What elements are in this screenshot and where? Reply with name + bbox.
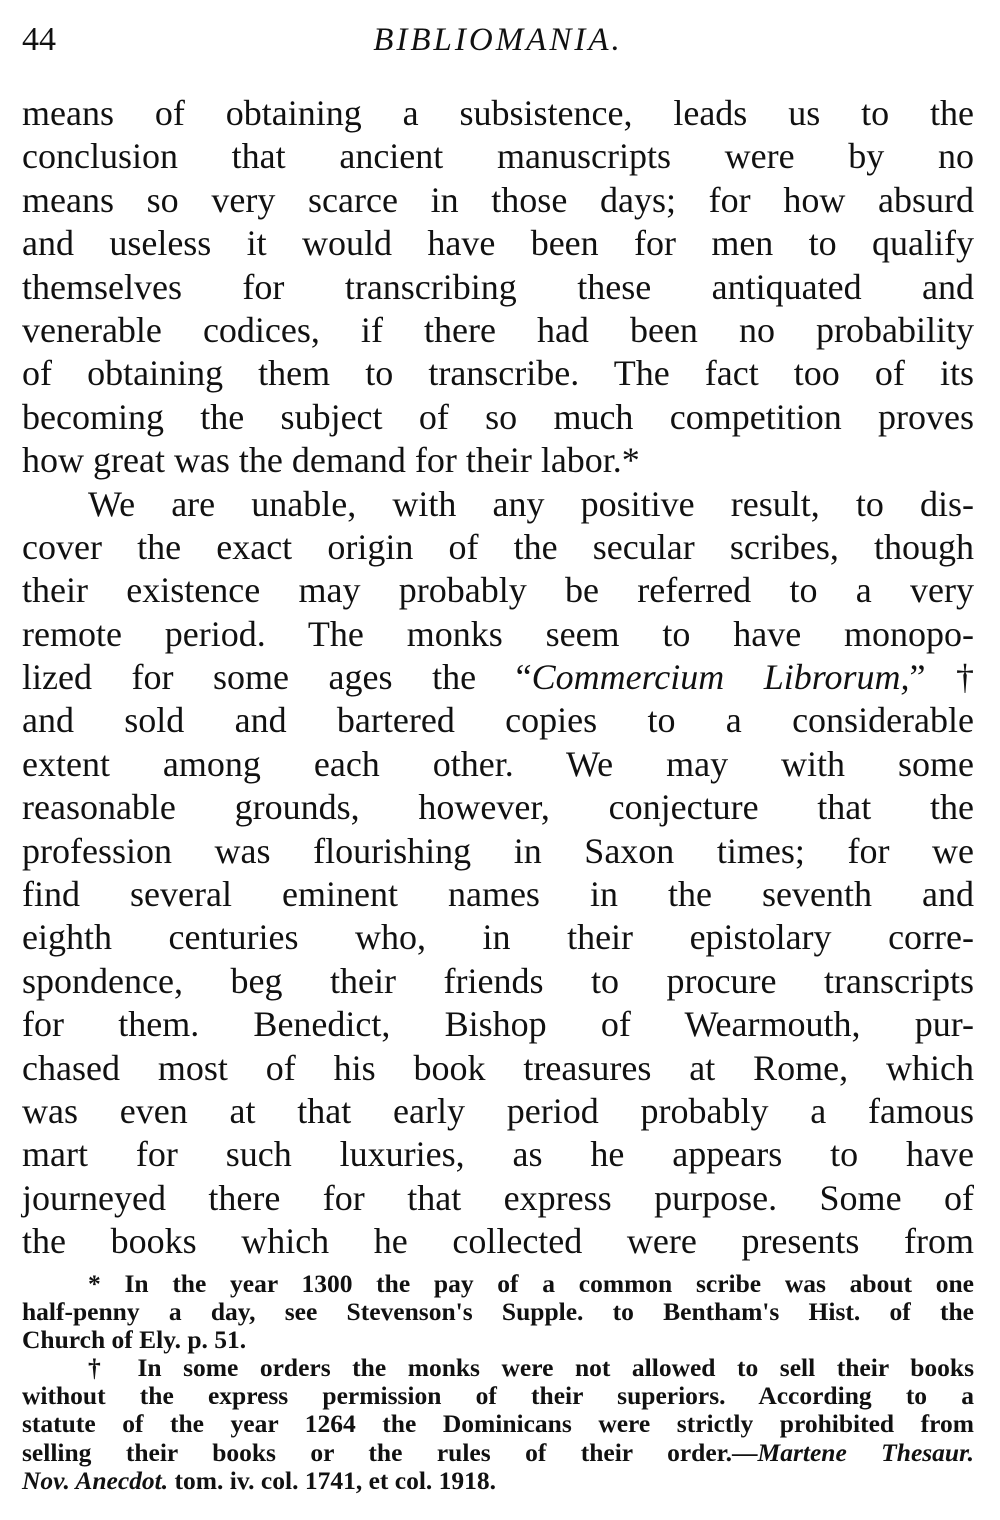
footnote-line-with-italic (22, 1467, 974, 1495)
text-line: becoming the subject of so much competition proves (22, 396, 974, 437)
text-line-with-italic (22, 656, 974, 699)
text-line: of obtaining them to transcribe. The fact too of its (22, 353, 974, 394)
paragraph-2 (22, 483, 974, 1264)
text-line: means of obtaining a subsistence, leads us to the (22, 93, 974, 133)
footnote-line: half-penny a day, see Stevenson's Supple. to Bentham's Hist. of the (22, 1296, 974, 1326)
text-line: spondence, beg their friends to procure transcripts (22, 960, 974, 1001)
footnote-2 (22, 1354, 974, 1495)
text-line: find several eminent names in the seventh and (22, 874, 974, 915)
text-fragment: selling their books or the rules of their order.— (22, 1437, 758, 1467)
text-line: cover the exact origin of the secular scribes, though (22, 526, 974, 567)
running-title: BIBLIOMANIA. (373, 22, 623, 58)
text-fragment: lized for some ages the “ (22, 657, 532, 698)
text-line: profession was flourishing in Saxon times; for we (22, 830, 974, 871)
footnote-line: statute of the year 1264 the Dominicans were strictly prohibited from (22, 1409, 974, 1439)
main-text (22, 92, 974, 1264)
text-line: We are unable, with any positive result, to dis- (88, 483, 974, 524)
text-line: their existence may probably be referred to a very (22, 570, 974, 611)
book-page (22, 0, 974, 1495)
running-head (22, 0, 974, 92)
footnotes (22, 1270, 974, 1496)
italic-citation: Nov. Anecdot. (22, 1465, 169, 1495)
text-line: means so very scarce in those days; for how absurd (22, 179, 974, 220)
footnote-line-with-italic (22, 1439, 974, 1467)
text-line: journeyed there for that express purpose. Some of (22, 1177, 974, 1218)
paragraph-1 (22, 92, 974, 483)
text-line: for them. Benedict, Bishop of Wearmouth, pur- (22, 1004, 974, 1045)
page-number: 44 (22, 21, 56, 58)
text-line: venerable codices, if there had been no probability (22, 309, 974, 350)
text-line: conclusion that ancient manuscripts were by no (22, 136, 974, 177)
italic-citation: Martene Thesaur. (757, 1437, 975, 1467)
text-line: remote period. The monks seem to have monopo- (22, 613, 974, 654)
text-line: the books which he collected were presents from (22, 1221, 974, 1262)
text-line: was even at that early period probably a famous (22, 1090, 974, 1131)
text-line: extent among each other. We may with some (22, 743, 974, 784)
text-fragment: ”† (909, 657, 974, 698)
text-line: eighth centuries who, in their epistolary corre- (22, 917, 974, 958)
text-line: themselves for transcribing these antiquated and (22, 266, 974, 307)
footnote-line: † In some orders the monks were not allowed to sell their books (88, 1353, 974, 1383)
text-line: how great was the demand for their labor.* (22, 440, 640, 481)
text-line: and useless it would have been for men to qualify (22, 223, 974, 264)
text-line: and sold and bartered copies to a considerable (22, 700, 974, 741)
italic-term: Commercium Librorum, (531, 657, 910, 698)
text-line: chased most of his book treasures at Rome, which (22, 1047, 974, 1088)
text-fragment: tom. iv. col. 1741, et col. 1918. (168, 1465, 497, 1495)
footnote-line: without the express permission of their superiors. According to a (22, 1381, 974, 1411)
footnote-1 (22, 1270, 974, 1355)
text-line: reasonable grounds, however, conjecture that the (22, 787, 974, 828)
text-line: mart for such luxuries, as he appears to have (22, 1134, 974, 1175)
footnote-line: Church of Ely. p. 51. (22, 1324, 247, 1354)
footnote-line: * In the year 1300 the pay of a common scribe was about one (88, 1268, 974, 1298)
